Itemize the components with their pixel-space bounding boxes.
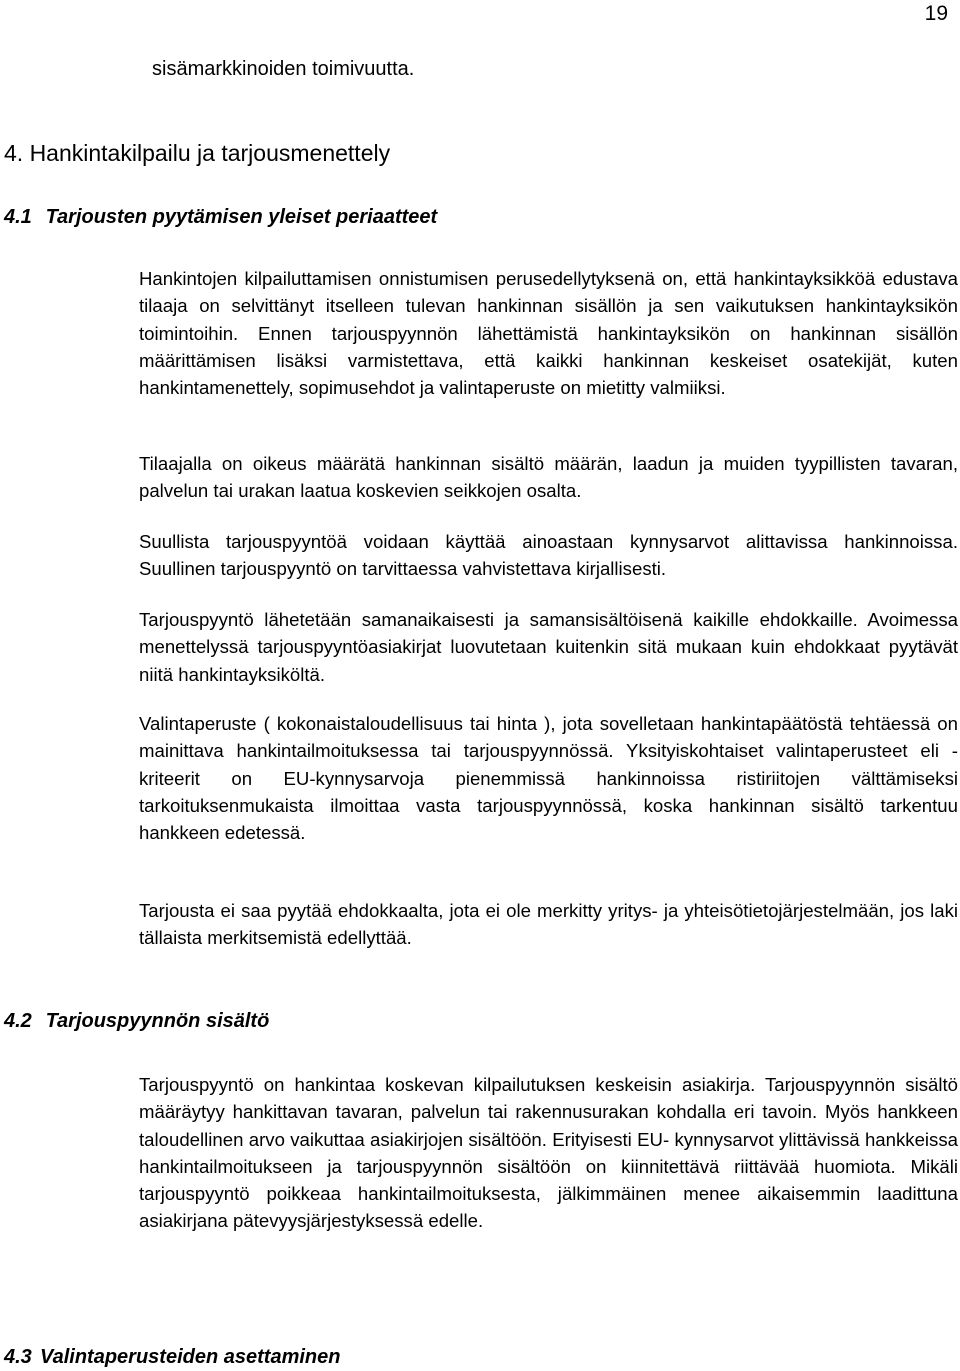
section-4-1-paragraph-1: Hankintojen kilpailuttamisen onnistumisen perusedellytyksenä on, että hankintayksikköä edustava tilaaja on selvittänyt itselleen tulevan hankinnan sisällön ja sen vaikutuksen hankintayksikön toimintoihin. Ennen tarjouspyynnön lähettämistä hankintayksikön on hankinnan sisällön määrittämisen lisäksi varmistettava, että kaikki hankinnan keskeiset osatekijät, kuten hankintamenettely, sopimusehdot ja valintaperuste on mietitty valmiiksi. (139, 268, 958, 399)
section-4-2-title: Tarjouspyynnön sisältö (45, 1010, 270, 1032)
section-4-3-title: Valintaperusteiden asettaminen (40, 1346, 341, 1368)
page-number: 19 (924, 2, 948, 25)
section-4-1-number: 4.1 (4, 206, 32, 228)
section-4-1-title: Tarjousten pyytämisen yleiset periaatteet (45, 206, 438, 228)
section-4-1-paragraph-3: Suullista tarjouspyyntöä voidaan käyttää ainoastaan kynnysarvot alittavissa hankinnoissa. Suullinen tarjouspyyntö on tarvittaessa vahvistettava kirjallisesti. (139, 531, 958, 580)
section-4-1-paragraph-4: Tarjouspyyntö lähetetään samanaikaisesti ja samansisältöisenä kaikille ehdokkaille. Avoimessa menettelyssä tarjouspyyntöasiakirjat luovutetaan kuitenkin sitä mukaan kuin ehdokkaat pyytävät niitä hankintayksiköltä. (139, 609, 958, 685)
section-4-2-paragraph-1: Tarjouspyyntö on hankintaa koskevan kilpailutuksen keskeisin asiakirja. Tarjouspyynnön sisältö määräytyy hankittavan tavaran, palvelun tai rakennusurakan kohdalla eri tavoin. Myös hankkeen taloudellinen arvo vaikuttaa asiakirjojen sisältöön. Erityisesti EU- kynnysarvot ylittävissä hankkeissa hankintailmoitukseen ja tarjouspyynnön sisältöön on kiinnitettävä riittävää huomiota. Mikäli tarjouspyyntö poikkeaa hankintailmoituksesta, jälkimmäinen menee aikaisemmin laadittuna asiakirjana pätevyysjärjestyksessä edelle. (139, 1074, 958, 1232)
section-4-3-heading (4, 1344, 340, 1370)
section-4-2-number: 4.2 (4, 1010, 32, 1032)
section-4-1-heading (4, 204, 437, 230)
section-4-2-heading (4, 1008, 269, 1034)
section-4-3-number: 4.3 (4, 1346, 32, 1368)
intro-line: sisämarkkinoiden toimivuutta. (152, 58, 415, 80)
section-4-1-paragraph-2: Tilaajalla on oikeus määrätä hankinnan sisältö määrän, laadun ja muiden tyypillisten tavaran, palvelun tai urakan laatua koskevien seikkojen osalta. (139, 453, 958, 502)
section-4-1-paragraph-5: Valintaperuste ( kokonaistaloudellisuus tai hinta ), jota sovelletaan hankintapäätöstä tehtäessä on mainittava hankintailmoituksessa tai tarjouspyynnössä. Yksityiskohtaiset valintaperusteet eli -kriteerit on EU-kynnysarvoja pienemmissä hankinnoissa ristiriitojen välttämiseksi tarkoituksenmukaista ilmoittaa vasta tarjouspyynnössä, koska hankinnan sisältö tarkentuu hankkeen edetessä. (139, 713, 958, 844)
chapter-heading: 4. Hankintakilpailu ja tarjousmenettely (4, 140, 391, 166)
section-4-1-paragraph-6: Tarjousta ei saa pyytää ehdokkaalta, jota ei ole merkitty yritys- ja yhteisötietojärjestelmään, jos laki tällaista merkitsemistä edellyttää. (139, 900, 958, 949)
